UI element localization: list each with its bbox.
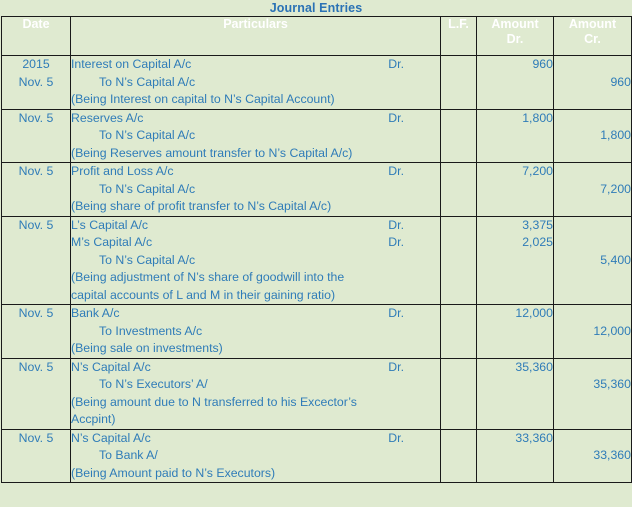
- particulars-line: [71, 217, 440, 235]
- particulars-line: [71, 287, 440, 305]
- particulars-text: Accpint): [71, 412, 116, 426]
- entry-lf-cell: [441, 163, 477, 217]
- entry-amount-cr-cell: [554, 358, 632, 429]
- amount-cr-line2: Cr.: [584, 32, 601, 46]
- particulars-text: capital accounts of L and M in their gaining ratio): [71, 287, 336, 302]
- entry-date: Nov. 5: [18, 110, 54, 125]
- entry-lf-cell: [441, 109, 477, 163]
- debit-marker: Dr.: [388, 57, 404, 71]
- debit-marker: Dr.: [388, 359, 404, 374]
- entry-amount-cr-cell: [554, 216, 632, 305]
- entry-lf-cell: [441, 429, 477, 483]
- amount-dr-value: 35,360: [515, 359, 553, 374]
- amount-cr-spacer: [554, 394, 631, 412]
- entry-particulars-cell: [71, 358, 441, 429]
- particulars-line: [71, 234, 440, 252]
- amount-dr-spacer: [477, 376, 553, 394]
- particulars-line: [71, 74, 440, 92]
- amount-dr-value: 2,025: [522, 235, 553, 249]
- column-header-lf: L.F.: [441, 17, 477, 56]
- amount-dr-spacer: [477, 394, 553, 412]
- amount-cr-value: 35,360: [593, 377, 631, 391]
- particulars-text: To Bank A/: [99, 448, 158, 462]
- particulars-text: Reserves A/c: [71, 110, 144, 125]
- amount-cr-spacer: [554, 91, 631, 109]
- amount-cr-value: 12,000: [593, 323, 631, 338]
- entry-amount-cr-cell: [554, 109, 632, 163]
- page-title: Journal Entries: [269, 1, 363, 15]
- amount-cr-spacer: [554, 359, 631, 377]
- amount-cr-spacer: [554, 340, 631, 358]
- table-row: [2, 216, 632, 305]
- entry-date-cell: [2, 429, 71, 483]
- table-row: [2, 163, 632, 217]
- amount-cr-spacer: [554, 145, 631, 163]
- entry-amount-cr-cell: [554, 429, 632, 483]
- entry-date: Nov. 5: [18, 164, 54, 178]
- particulars-text: Bank A/c: [71, 306, 120, 320]
- particulars-line: [71, 127, 440, 145]
- amount-cr-value: 1,800: [600, 128, 631, 142]
- amount-dr-spacer: [477, 323, 553, 341]
- debit-marker: Dr.: [388, 217, 404, 232]
- entry-date: Nov. 5: [18, 217, 54, 232]
- amount-dr-spacer: [477, 287, 553, 305]
- entry-amount-cr-cell: [554, 163, 632, 217]
- amount-cr-spacer: [554, 430, 631, 448]
- entry-particulars-cell: [71, 109, 441, 163]
- particulars-line: [71, 198, 440, 216]
- entry-lf-cell: [441, 358, 477, 429]
- particulars-line: [71, 305, 440, 323]
- entry-amount-dr-cell: [477, 109, 554, 163]
- amount-cr-spacer: [554, 465, 631, 483]
- particulars-text: To N’s Executors’ A/: [99, 377, 208, 391]
- debit-marker: Dr.: [388, 110, 404, 125]
- particulars-text: (Being adjustment of N’s share of goodwill into the: [71, 270, 345, 284]
- column-header-date: Date: [2, 17, 71, 56]
- entry-lf-cell: [441, 216, 477, 305]
- amount-dr-value: 7,200: [522, 164, 553, 178]
- table-row: [2, 429, 632, 483]
- amount-cr-value: 5,400: [600, 252, 631, 267]
- debit-marker: Dr.: [388, 430, 404, 445]
- amount-dr-spacer: [477, 269, 553, 287]
- entry-date-cell: [2, 109, 71, 163]
- particulars-text: (Being Reserves amount transfer to N’s Capital A/c): [71, 145, 353, 160]
- particulars-text: To N’s Capital A/c: [99, 252, 196, 267]
- amount-cr-spacer: [554, 110, 631, 128]
- entry-amount-dr-cell: [477, 305, 554, 359]
- entry-date: Nov. 5: [18, 430, 54, 445]
- table-header: [2, 17, 632, 56]
- particulars-line: [71, 340, 440, 358]
- entry-amount-cr-cell: [554, 305, 632, 359]
- amount-dr-spacer: [477, 447, 553, 465]
- particulars-line: [71, 394, 440, 412]
- entry-lf-cell: [441, 305, 477, 359]
- debit-marker: Dr.: [388, 164, 404, 178]
- entry-amount-dr-cell: [477, 429, 554, 483]
- particulars-line: [71, 181, 440, 199]
- table-row: [2, 358, 632, 429]
- amount-cr-spacer: [554, 217, 631, 235]
- entry-amount-dr-cell: [477, 358, 554, 429]
- amount-cr-spacer: [554, 163, 631, 181]
- particulars-text: Interest on Capital A/c: [71, 57, 192, 71]
- entry-amount-dr-cell: [477, 56, 554, 110]
- particulars-text: To N’s Capital A/c: [99, 74, 196, 89]
- particulars-line: [71, 323, 440, 341]
- amount-dr-value: 3,375: [522, 217, 553, 232]
- entry-particulars-cell: [71, 163, 441, 217]
- entry-date-cell: [2, 216, 71, 305]
- amount-cr-spacer: [554, 411, 631, 429]
- particulars-text: L’s Capital A/c: [71, 217, 149, 232]
- amount-cr-spacer: [554, 305, 631, 323]
- particulars-text: N’s Capital A/c: [71, 430, 151, 445]
- entry-date-cell: [2, 163, 71, 217]
- particulars-line: [71, 145, 440, 163]
- entry-particulars-cell: [71, 56, 441, 110]
- table-body: [2, 56, 632, 483]
- particulars-line: [71, 252, 440, 270]
- particulars-text: (Being sale on investments): [71, 341, 223, 355]
- debit-marker: Dr.: [388, 235, 404, 249]
- particulars-line: [71, 110, 440, 128]
- particulars-line: [71, 447, 440, 465]
- particulars-line: [71, 163, 440, 181]
- amount-cr-line1: Amount: [568, 17, 617, 31]
- amount-cr-spacer: [554, 269, 631, 287]
- particulars-line: [71, 465, 440, 483]
- particulars-line: [71, 376, 440, 394]
- amount-dr-spacer: [477, 145, 553, 163]
- amount-dr-spacer: [477, 181, 553, 199]
- particulars-line: [71, 91, 440, 109]
- amount-cr-spacer: [554, 56, 631, 74]
- amount-dr-spacer: [477, 74, 553, 92]
- entry-particulars-cell: [71, 216, 441, 305]
- entry-amount-dr-cell: [477, 163, 554, 217]
- entry-amount-cr-cell: [554, 56, 632, 110]
- entry-particulars-cell: [71, 305, 441, 359]
- amount-cr-spacer: [554, 234, 631, 252]
- amount-cr-value: 33,360: [593, 448, 631, 462]
- amount-dr-spacer: [477, 91, 553, 109]
- amount-cr-value: 7,200: [600, 181, 631, 196]
- amount-dr-spacer: [477, 127, 553, 145]
- particulars-line: [71, 411, 440, 429]
- particulars-text: (Being amount due to N transferred to his Excector’s: [71, 394, 357, 409]
- entry-year: 2015: [22, 57, 50, 71]
- table-row: [2, 109, 632, 163]
- amount-dr-spacer: [477, 252, 553, 270]
- amount-cr-spacer: [554, 198, 631, 216]
- amount-dr-spacer: [477, 465, 553, 483]
- debit-marker: Dr.: [388, 306, 404, 320]
- amount-dr-line1: Amount: [491, 17, 539, 31]
- amount-dr-value: 960: [532, 57, 553, 71]
- column-header-amount-dr: [477, 17, 554, 56]
- amount-dr-value: 33,360: [515, 430, 553, 445]
- amount-dr-spacer: [477, 411, 553, 429]
- entry-date: Nov. 5: [18, 359, 54, 374]
- entry-date: Nov. 5: [18, 306, 54, 320]
- amount-dr-value: 12,000: [515, 306, 553, 320]
- amount-cr-value: 960: [610, 74, 631, 89]
- particulars-text: To N’s Capital A/c: [99, 181, 196, 196]
- particulars-text: M’s Capital A/c: [71, 235, 153, 249]
- table-row: [2, 305, 632, 359]
- particulars-text: N’s Capital A/c: [71, 359, 151, 374]
- amount-dr-line2: Dr.: [506, 32, 524, 46]
- entry-lf-cell: [441, 56, 477, 110]
- particulars-line: [71, 430, 440, 448]
- amount-dr-spacer: [477, 340, 553, 358]
- particulars-text: To N’s Capital A/c: [99, 128, 196, 142]
- header-row: [2, 17, 632, 56]
- column-header-particulars: Particulars: [71, 17, 441, 56]
- amount-dr-value: 1,800: [522, 110, 553, 125]
- amount-cr-spacer: [554, 287, 631, 305]
- particulars-line: [71, 359, 440, 377]
- amount-dr-spacer: [477, 198, 553, 216]
- particulars-text: (Being Interest on capital to N’s Capital Account): [71, 92, 335, 106]
- particulars-text: Profit and Loss A/c: [71, 164, 174, 178]
- entry-particulars-cell: [71, 429, 441, 483]
- particulars-text: (Being share of profit transfer to N’s Capital A/c): [71, 199, 332, 213]
- entry-amount-dr-cell: [477, 216, 554, 305]
- particulars-line: [71, 56, 440, 74]
- column-header-amount-cr: [554, 17, 632, 56]
- particulars-text: To Investments A/c: [99, 323, 203, 338]
- entry-date-cell: [2, 56, 71, 110]
- particulars-line: [71, 269, 440, 287]
- particulars-text: (Being Amount paid to N’s Executors): [71, 465, 276, 480]
- entry-date-cell: [2, 305, 71, 359]
- journal-entries-table: [1, 16, 632, 483]
- entry-date-cell: [2, 358, 71, 429]
- table-row: [2, 56, 632, 110]
- entry-date: Nov. 5: [18, 74, 54, 89]
